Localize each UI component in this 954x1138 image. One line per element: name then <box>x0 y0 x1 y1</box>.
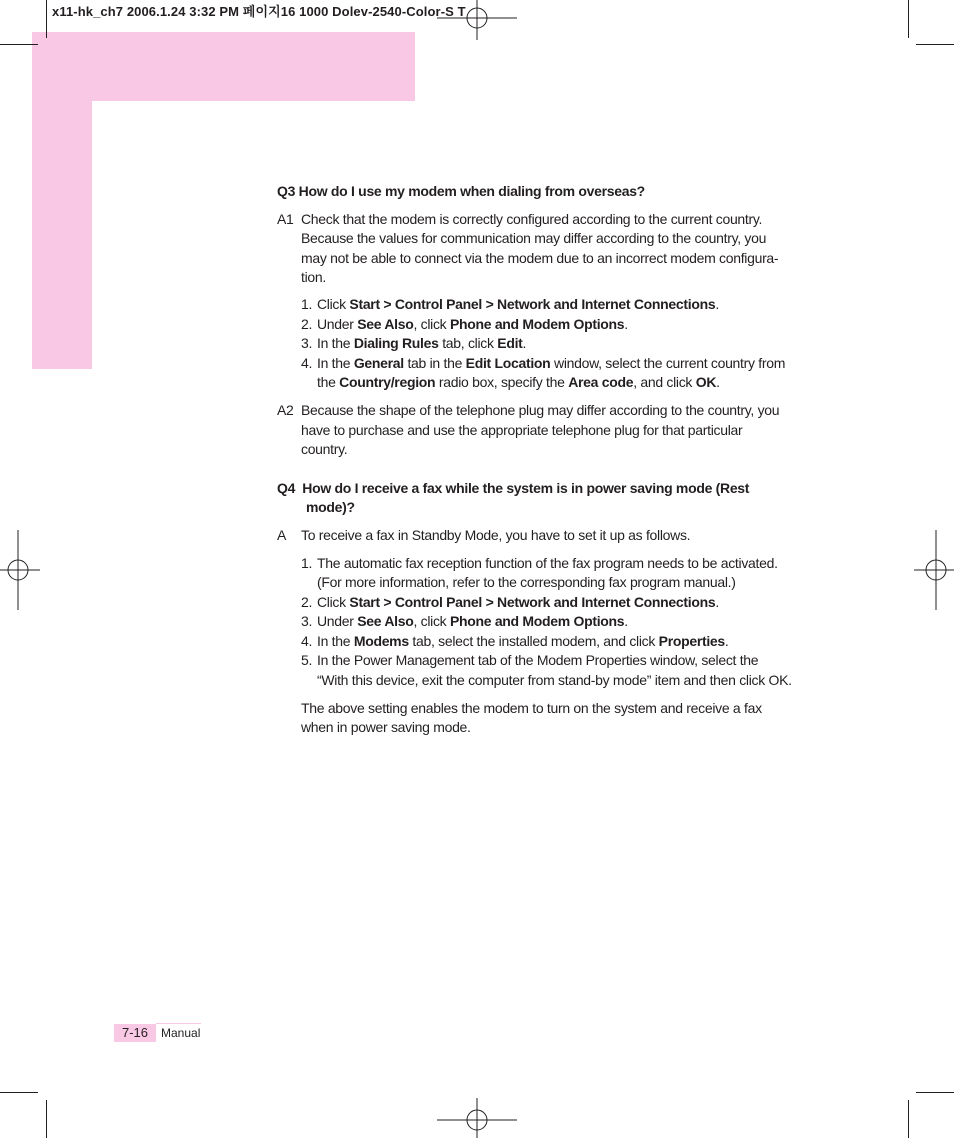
answer-label: A1 <box>277 210 294 227</box>
answer-text: To receive a fax in Standby Mode, you have to set it up as follows. <box>301 526 691 543</box>
q3-steps <box>277 295 792 393</box>
answer-a2 <box>277 401 792 460</box>
registration-mark-right <box>914 530 954 610</box>
list-item: 4. In the General tab in the Edit Location window, select the current country from the Country/region radio box, specify the Area code, and click OK. <box>301 354 786 391</box>
answer-text: Because the shape of the telephone plug may differ according to the country, you have to purchase and use the appropriate telephone plug for that particular country. <box>301 401 780 458</box>
printer-slug: x11-hk_ch7 2006.1.24 3:32 PM 페이지16 1000 Dolev-2540-Color-S T <box>52 4 466 19</box>
closing-note: The above setting enables the modem to turn on the system and receive a fax when in power saving mode. <box>301 699 762 736</box>
question-text: How do I use my modem when dialing from overseas? <box>298 183 645 199</box>
list-item: 1. The automatic fax reception function of the fax program needs to be activated. (For more information, refer to the corresponding fax program manual.) <box>301 554 778 591</box>
list-item: 3. In the Dialing Rules tab, click Edit. <box>301 335 527 352</box>
list-item: 2. Under See Also, click Phone and Modem Options. <box>301 315 628 332</box>
question-label: Q3 <box>277 183 296 199</box>
question-q3 <box>277 182 792 202</box>
answer-a1 <box>277 210 792 288</box>
registration-mark-top <box>437 0 517 40</box>
list-item: 3. Under See Also, click Phone and Modem Options. <box>301 613 628 630</box>
question-q4 <box>277 479 792 518</box>
q4-steps <box>277 554 792 691</box>
answer-label: A2 <box>277 401 294 418</box>
faq-content <box>277 182 792 738</box>
page-number: 7-16 <box>114 1024 156 1042</box>
answer-text: Check that the modem is correctly configured according to the current country. Because the values for communication may differ according to the country, you may not be able to connect via the modem due to an incorrect modem configura-tion. <box>301 210 779 286</box>
answer-label: A <box>277 526 287 543</box>
list-item: 4. In the Modems tab, select the installed modem, and click Properties. <box>301 632 729 649</box>
registration-mark-left <box>0 530 40 610</box>
pink-header-block <box>32 32 415 101</box>
pink-side-block <box>32 101 92 369</box>
question-text: How do I receive a fax while the system is in power saving mode (Rest mode)? <box>302 479 750 516</box>
list-item: 1. Click Start > Control Panel > Network and Internet Connections. <box>301 295 719 312</box>
question-label: Q4 <box>277 479 296 496</box>
list-item: 2. Click Start > Control Panel > Network and Internet Connections. <box>301 593 719 610</box>
footer-rule <box>156 1023 201 1024</box>
list-item: 5. In the Power Management tab of the Modem Properties window, select the “With this device, exit the computer from stand-by mode” item and then click OK. <box>301 652 792 689</box>
answer-a <box>277 526 792 546</box>
registration-mark-bottom <box>437 1098 517 1138</box>
footer-label: Manual <box>161 1026 201 1040</box>
